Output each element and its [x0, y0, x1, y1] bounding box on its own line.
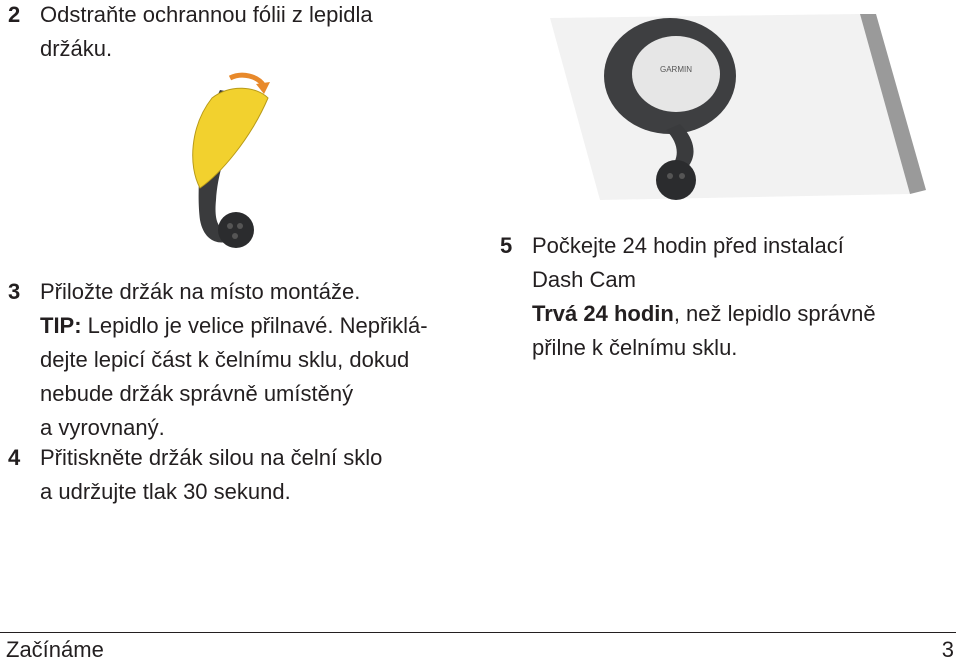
step-5 — [500, 229, 920, 365]
step-2 — [8, 0, 448, 66]
step-text-line: Přiložte držák na místo montáže. — [40, 279, 361, 304]
footer-divider — [0, 632, 956, 633]
mount-brand-text: GARMIN — [660, 65, 692, 74]
tip-label: TIP: — [40, 313, 82, 338]
mount-adhesive-illustration — [160, 70, 290, 260]
step-text-line: držáku. — [40, 36, 113, 61]
step-4 — [8, 441, 468, 509]
step-3 — [8, 275, 468, 445]
step-text-line: Počkejte 24 hodin před instalací — [532, 233, 844, 258]
step-number: 3 — [8, 279, 21, 304]
step-text-line: Odstraňte ochrannou fólii z lepidla — [40, 2, 373, 27]
mount-image — [160, 70, 290, 260]
step-number: 4 — [8, 445, 21, 470]
tip-text-line: a vyrovnaný. — [40, 415, 165, 440]
tip-text-line: nebude držák správně umístěný — [40, 381, 354, 406]
note-text: , než lepidlo správně — [673, 301, 876, 326]
page-number: 3 — [941, 637, 954, 662]
step-number: 2 — [8, 2, 21, 27]
step-text-line: Dash Cam — [532, 267, 636, 292]
windshield-image — [530, 14, 960, 214]
footer-section-title: Začínáme — [6, 637, 104, 662]
note-line — [532, 297, 920, 331]
step-text-line: Přitiskněte držák silou na čelní sklo — [40, 445, 383, 470]
step-number: 5 — [500, 233, 513, 258]
note-bold: Trvá 24 hodin — [532, 301, 674, 326]
tip-text: Lepidlo je velice přilnavé. Nepřiklá- — [81, 313, 428, 338]
step-text-line: a udržujte tlak 30 sekund. — [40, 479, 291, 504]
note-line: přilne k čelnímu sklu. — [532, 335, 738, 360]
windshield-mount-illustration — [530, 14, 960, 214]
tip-line — [40, 309, 468, 343]
tip-text-line: dejte lepicí část k čelnímu sklu, dokud — [40, 347, 410, 372]
